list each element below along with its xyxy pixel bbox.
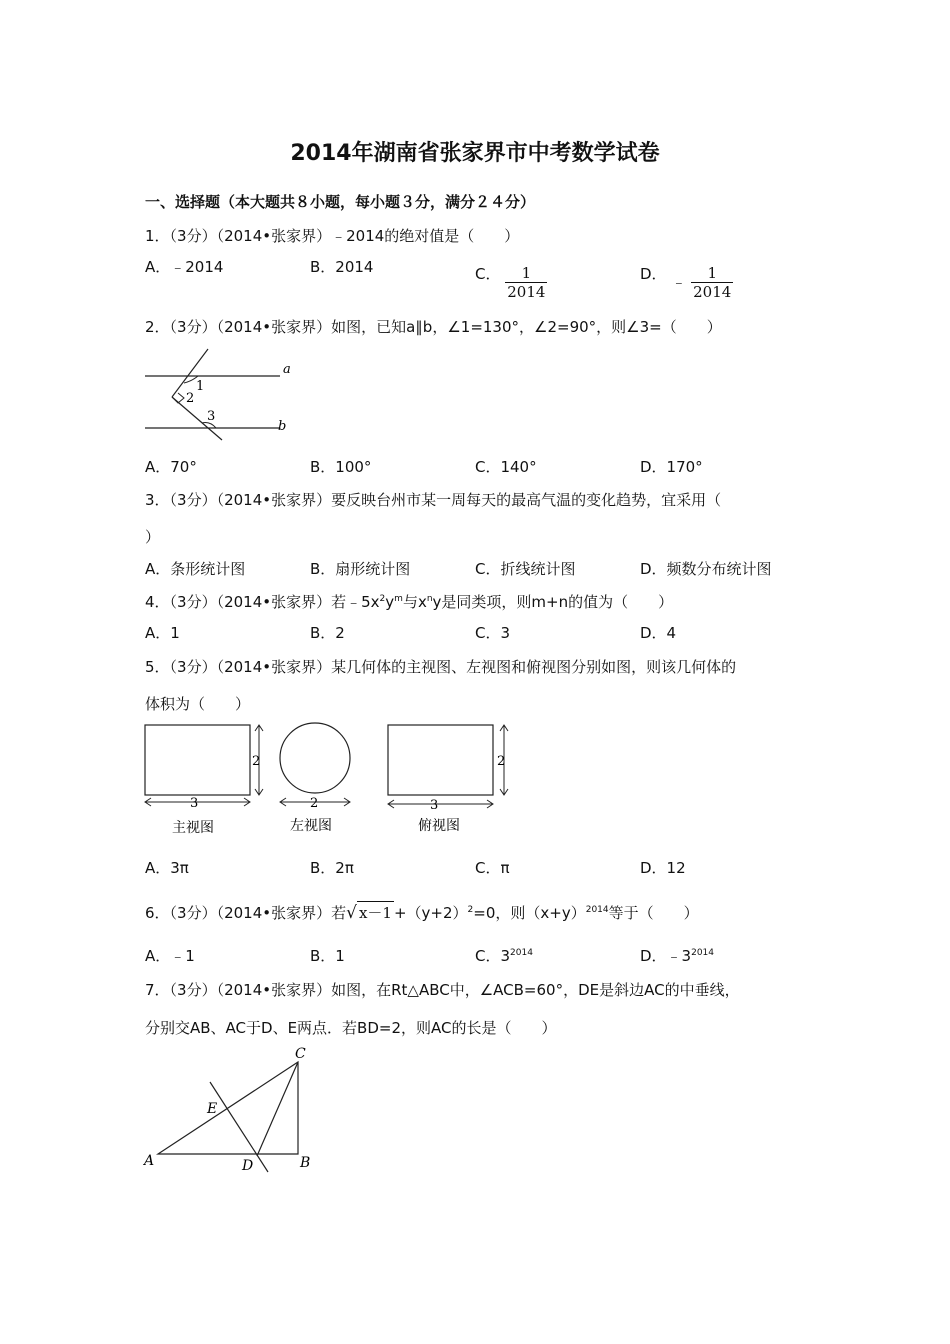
question-3-stem-cont: ） [145, 528, 161, 546]
q1-option-c[interactable] [475, 256, 547, 301]
q6-option-b[interactable]: B．1 [310, 947, 345, 965]
question-7-stem-cont: 分别交AB、AC于D、E两点．若BD=2，则AC的长是（ ） [145, 1019, 557, 1037]
page-title: 2014年湖南省张家界市中考数学试卷 [290, 141, 660, 166]
question-6-stem [145, 901, 699, 923]
label-point-d: D [242, 1158, 254, 1174]
q6-option-c[interactable] [475, 945, 533, 966]
fraction-numerator: 1 [521, 264, 532, 282]
fraction-denominator: 2014 [507, 283, 546, 301]
q6-option-c-exp: 2014 [510, 948, 533, 958]
q4-option-c[interactable]: C．3 [475, 624, 511, 642]
question-5-stem: 5．（3分）（2014•张家界）某几何体的主视图、左视图和俯视图分别如图，则该几何体的 [145, 658, 737, 676]
q6-option-a[interactable]: A．﹣1 [145, 947, 195, 965]
q1-option-c-fraction [505, 264, 547, 301]
q6-option-d[interactable] [640, 945, 714, 966]
q6-radicand: x－1 [357, 901, 394, 923]
q5-three-views-figure [140, 718, 525, 838]
label-point-c: C [295, 1046, 306, 1062]
q6-text: 等于（ ） [608, 904, 699, 922]
q1-option-b[interactable]: B．2014 [310, 258, 374, 276]
q1-option-d-sign: ﹣ [671, 273, 687, 291]
section-heading: 一、选择题（本大题共８小题，每小题３分，满分２４分） [145, 193, 536, 211]
label-point-e: E [207, 1101, 218, 1117]
q6-exp: 2014 [585, 905, 609, 915]
q4-text: y [385, 593, 395, 611]
q4-exp: 2 [379, 594, 386, 604]
q3-option-c[interactable]: C．折线统计图 [475, 560, 576, 578]
q4-exp: n [426, 594, 433, 604]
question-2-stem: 2．（3分）（2014•张家界）如图，已知a∥b，∠1=130°，∠2=90°，则∠3=（ ） [145, 318, 722, 336]
q1-option-d-fraction [691, 264, 733, 301]
q3-option-b[interactable]: B．扇形统计图 [310, 560, 411, 578]
q5-option-b[interactable]: B．2π [310, 859, 354, 877]
q4-text: 4．（3分）（2014•张家界）若﹣5x [145, 593, 380, 611]
fraction-numerator: 1 [707, 264, 717, 282]
label-a: a [283, 362, 291, 377]
q6-text: +（y+2） [393, 904, 468, 922]
q5-option-d[interactable]: D．12 [640, 859, 686, 877]
dim-label-h3: 2 [497, 754, 506, 769]
q1-option-d-label: D． [640, 265, 667, 283]
sqrt-sign: √ [346, 903, 357, 923]
q2-parallel-lines-figure [140, 345, 310, 445]
perpendicular-bisector-de [210, 1082, 268, 1172]
q3-option-a[interactable]: A．条形统计图 [145, 560, 246, 578]
q1-option-a[interactable]: A．﹣2014 [145, 258, 224, 276]
dim-label-d2: 2 [310, 796, 319, 811]
caption-left-view: 左视图 [290, 818, 332, 834]
q1-option-c-label: C． [475, 265, 501, 283]
label-angle-1: 1 [196, 379, 205, 394]
label-angle-2: 2 [186, 391, 195, 406]
label-point-b: B [300, 1155, 311, 1171]
q5-option-c[interactable]: C．π [475, 859, 510, 877]
question-4-stem [145, 591, 673, 612]
label-angle-3: 3 [207, 409, 216, 424]
label-b: b [278, 419, 287, 434]
q4-option-b[interactable]: B．2 [310, 624, 345, 642]
dim-label-h1: 2 [252, 754, 261, 769]
q3-option-d[interactable]: D．频数分布统计图 [640, 560, 772, 578]
question-7-stem: 7．（3分）（2014•张家界）如图，在Rt△ABC中，∠ACB=60°，DE是斜边AC的中垂线， [145, 981, 740, 999]
q6-option-d-exp: 2014 [691, 948, 715, 958]
q7-triangle-figure [140, 1040, 325, 1180]
q6-text: =0，则（x+y） [473, 904, 586, 922]
question-3-stem: 3．（3分）（2014•张家界）要反映台州市某一周每天的最高气温的变化趋势，宜采用（ [145, 491, 722, 509]
q4-option-d[interactable]: D．4 [640, 624, 677, 642]
q1-option-d[interactable] [640, 256, 733, 301]
question-1-stem: 1．（3分）（2014•张家界）﹣2014的绝对值是（ ） [145, 227, 520, 245]
question-5-stem-cont: 体积为（ ） [145, 695, 251, 713]
q4-text: 与x [402, 593, 427, 611]
q2-option-b[interactable]: B．100° [310, 458, 372, 476]
q6-exp: 2 [467, 905, 474, 915]
label-point-a: A [144, 1153, 155, 1169]
q5-option-a[interactable]: A．3π [145, 859, 189, 877]
fraction-denominator: 2014 [693, 283, 732, 301]
q6-option-d-base: D．﹣3 [640, 947, 692, 965]
triangle-abc [158, 1062, 298, 1154]
top-view-rect [388, 725, 493, 795]
q2-option-d[interactable]: D．170° [640, 458, 703, 476]
dim-label-w3: 3 [430, 798, 439, 813]
q2-option-c[interactable]: C．140° [475, 458, 537, 476]
q2-option-a[interactable]: A．70° [145, 458, 197, 476]
q6-text: 6．（3分）（2014•张家界）若 [145, 904, 347, 922]
q4-text: y是同类项，则m+n的值为（ ） [432, 593, 674, 611]
dim-label-w1: 3 [190, 796, 199, 811]
q4-option-a[interactable]: A．1 [145, 624, 180, 642]
q4-exp: m [394, 594, 403, 604]
q6-option-c-base: C．3 [475, 947, 511, 965]
caption-top-view: 俯视图 [418, 818, 460, 834]
left-view-circle [280, 723, 350, 793]
caption-main-view: 主视图 [172, 820, 214, 836]
main-view-rect [145, 725, 250, 795]
